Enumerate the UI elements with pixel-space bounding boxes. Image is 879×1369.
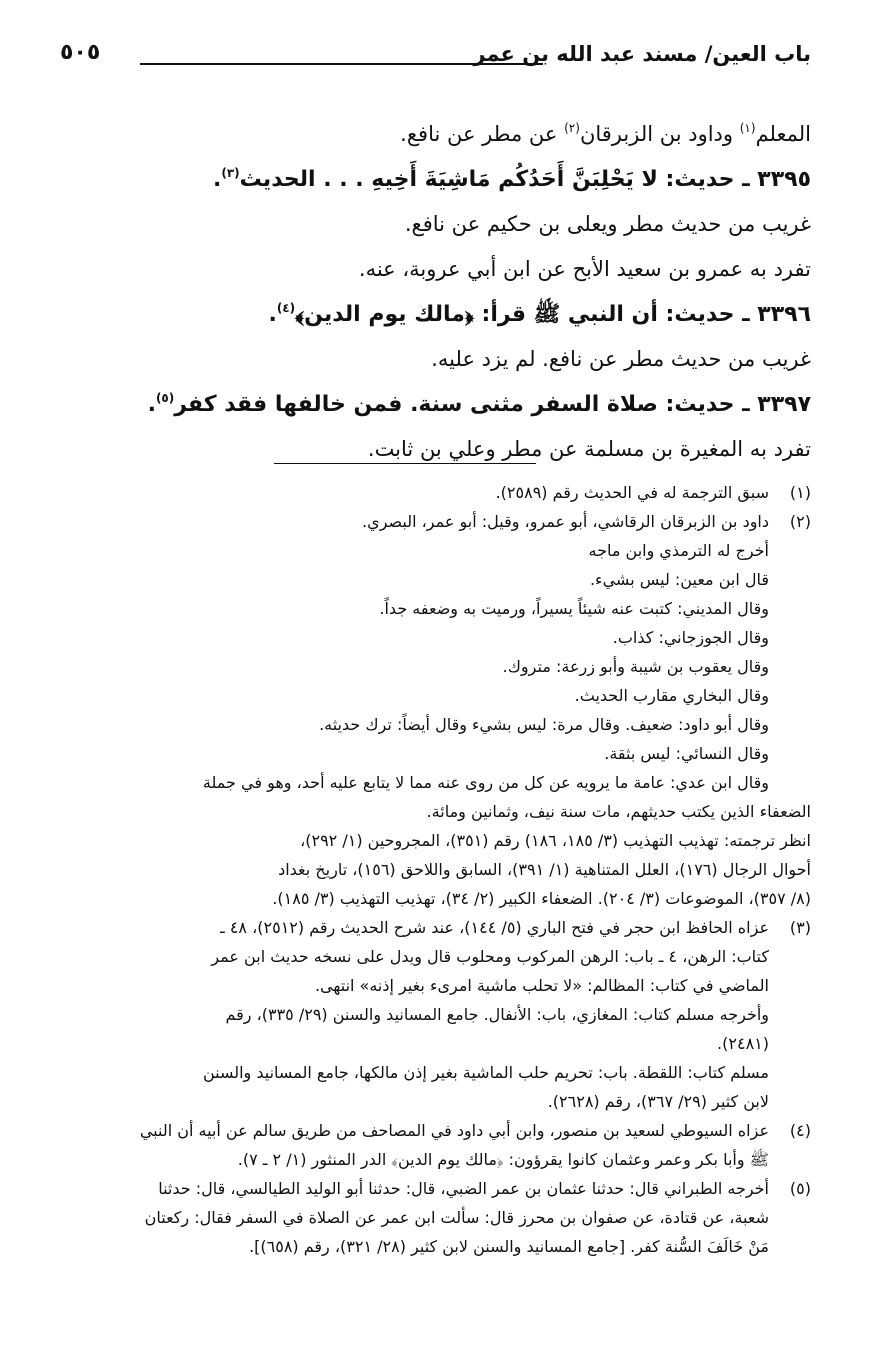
footnote-line: انظر ترجمته: تهذيب التهذيب (٣/ ١٨٥، ١٨٦) رقم (٣٥١)، المجروحين (١/ ٢٩٢)، bbox=[300, 831, 811, 850]
text-line-1 bbox=[61, 112, 811, 157]
header-title: باب العين/ مسند عبد الله بن عمر bbox=[473, 42, 811, 66]
footnote-number: (٥) bbox=[789, 1179, 811, 1198]
footnote-line: مسلم كتاب: اللقطة. باب: تحريم حلب الماشية بغير إذن مالكها، جامع المسانيد والسنن bbox=[202, 1063, 769, 1082]
footnote-text: عزاه الحافظ ابن حجر في فتح الباري (٥/ ١٤٤)، عند شرح الحديث رقم (٢٥١٢)، ٤٨ ـ bbox=[220, 918, 769, 937]
footnote-line: الضعفاء الذين يكتب حديثهم، مات سنة نيف، وثمانين ومائة. bbox=[426, 802, 811, 821]
text-fragment: ٣٣٩٧ ـ حديث: صلاة السفر مثنى سنة. فمن خالفها فقد كفر bbox=[174, 392, 811, 417]
footnote-line: وقال ابن عدي: عامة ما يرويه عن كل من روى عنه مما لا يتابع عليه أحد، وهو في جملة bbox=[202, 773, 769, 792]
footnote-text: عزاه السيوطي لسعيد بن منصور، وابن أبي داود في المصاحف من طريق سالم عن أبيه أن النبي bbox=[139, 1121, 769, 1140]
footnote-ref-4[interactable]: (٤) bbox=[276, 301, 296, 315]
footnote-ref-5[interactable]: (٥) bbox=[155, 391, 175, 405]
footnote-line: وقال النسائي: ليس بثقة. bbox=[604, 744, 769, 763]
footnote-line: وقال الجوزجاني: كذاب. bbox=[612, 628, 769, 647]
header-rule bbox=[140, 63, 543, 65]
footnote-text: داود بن الزبرقان الرقاشي، أبو عمرو، وقيل: أبو عمر، البصري. bbox=[362, 512, 769, 531]
footnote-line: مَنْ خَالَفَ السُّنة كفر. [جامع المسانيد والسنن لابن كثير (٢٨/ ٣٢١)، رقم (٦٥٨)]. bbox=[249, 1237, 769, 1256]
footnote-line: وقال المديني: كتبت عنه شيئاً يسيراً، ورميت به وضعفه جداً. bbox=[379, 599, 769, 618]
footnote-number: (٣) bbox=[789, 918, 811, 937]
page-number: ٥٠٥ bbox=[60, 40, 101, 65]
footnote-line: أحوال الرجال (١٧٦)، العلل المتناهية (١/ ٣٩١)، السابق واللاحق (١٥٦)، تاريخ بغداد bbox=[278, 860, 811, 879]
footnote-line: وقال أبو داود: ضعيف. وقال مرة: ليس بشيء وقال أيضاً: ترك حديثه. bbox=[319, 715, 769, 734]
footnote-3 bbox=[61, 913, 811, 942]
hadith-3396 bbox=[61, 292, 811, 337]
footnote-line: ﷺ وأبا بكر وعمر وعثمان كانوا يقرؤون: ﴿مالك يوم الدين﴾ الدر المنثور (١/ ٢ ـ ٧). bbox=[237, 1150, 769, 1169]
footnote-line: شعبة، عن قتادة، عن صفوان بن محرز قال: سألت ابن عمر عن الصلاة في السفر فقال: ركعتان bbox=[144, 1208, 769, 1227]
hadith-3397 bbox=[61, 382, 811, 427]
main-text bbox=[61, 112, 811, 472]
footnote-text: سبق الترجمة له في الحديث رقم (٢٥٨٩). bbox=[495, 483, 769, 502]
footnote-line: لابن كثير (٢٩/ ٣٦٧)، رقم (٢٦٢٨). bbox=[547, 1092, 769, 1111]
period: . bbox=[212, 167, 222, 192]
footnote-number: (١) bbox=[789, 483, 811, 502]
footnote-ref-3[interactable]: (٣) bbox=[221, 166, 240, 180]
running-header bbox=[60, 38, 811, 72]
footnotes bbox=[61, 478, 811, 1261]
text-fragment: المعلم bbox=[755, 122, 811, 146]
text-fragment: ٣٣٩٦ ـ حديث: أن النبي ﷺ قرأ: ﴿مالك يوم الدين﴾ bbox=[295, 302, 811, 327]
footnote-ref-1[interactable]: (١) bbox=[739, 121, 756, 135]
text-line-3: غريب من حديث مطر ويعلى بن حكيم عن نافع. bbox=[404, 212, 811, 236]
footnote-number: (٢) bbox=[789, 512, 811, 531]
footnote-line: قال ابن معين: ليس بشيء. bbox=[589, 570, 769, 589]
footnote-separator bbox=[274, 463, 536, 464]
text-line-4: تفرد به عمرو بن سعيد الأبح عن ابن أبي عروبة، عنه. bbox=[358, 257, 811, 281]
footnote-5 bbox=[61, 1174, 811, 1203]
footnote-line: وأخرجه مسلم كتاب: المغازي، باب: الأنفال. جامع المسانيد والسنن (٢٩/ ٣٣٥)، رقم bbox=[225, 1005, 769, 1024]
footnote-line: (٨/ ٣٥٧)، الموضوعات (٣/ ٢٠٤). الضعفاء الكبير (٢/ ٣٤)، تهذيب التهذيب (٣/ ١٨٥). bbox=[272, 889, 811, 908]
footnote-1 bbox=[61, 478, 811, 507]
footnote-line: (٢٤٨١). bbox=[717, 1034, 769, 1053]
footnote-line: وقال يعقوب بن شيبة وأبو زرعة: متروك. bbox=[502, 657, 769, 676]
footnote-line: أخرج له الترمذي وابن ماجه bbox=[588, 541, 769, 560]
text-line-6: غريب من حديث مطر عن نافع. لم يزد عليه. bbox=[431, 347, 811, 371]
text-fragment: عن مطر عن نافع. bbox=[400, 122, 565, 146]
period: . bbox=[147, 392, 156, 417]
text-fragment: ٣٣٩٥ ـ حديث: لا يَحْلِبَنَّ أَحَدُكُم مَاشِيَةَ أَخِيهِ . . . الحديث bbox=[239, 167, 811, 192]
footnote-ref-2[interactable]: (٢) bbox=[564, 121, 580, 135]
footnote-line: الماضي في كتاب: المظالم: «لا تحلب ماشية امرىء بغير إذنه» انتهى. bbox=[314, 976, 769, 995]
footnote-4 bbox=[61, 1116, 811, 1145]
hadith-3395 bbox=[61, 157, 811, 202]
footnote-2 bbox=[61, 507, 811, 536]
footnote-number: (٤) bbox=[789, 1121, 811, 1140]
period: . bbox=[268, 302, 277, 327]
text-fragment: وداود بن الزبرقان bbox=[579, 122, 740, 146]
footnote-line: وقال البخاري مقارب الحديث. bbox=[574, 686, 769, 705]
footnote-text: أخرجه الطبراني قال: حدثنا عثمان بن عمر الضبي، قال: حدثنا أبو الوليد الطيالسي، قال: حدثنا bbox=[158, 1179, 769, 1198]
text-line-8: تفرد به المغيرة بن مسلمة عن مطر وعلي بن ثابت. bbox=[367, 437, 811, 461]
footnote-line: كتاب: الرهن، ٤ ـ باب: الرهن المركوب ومحلوب قال ويدل على نسخه حديث ابن عمر bbox=[211, 947, 769, 966]
